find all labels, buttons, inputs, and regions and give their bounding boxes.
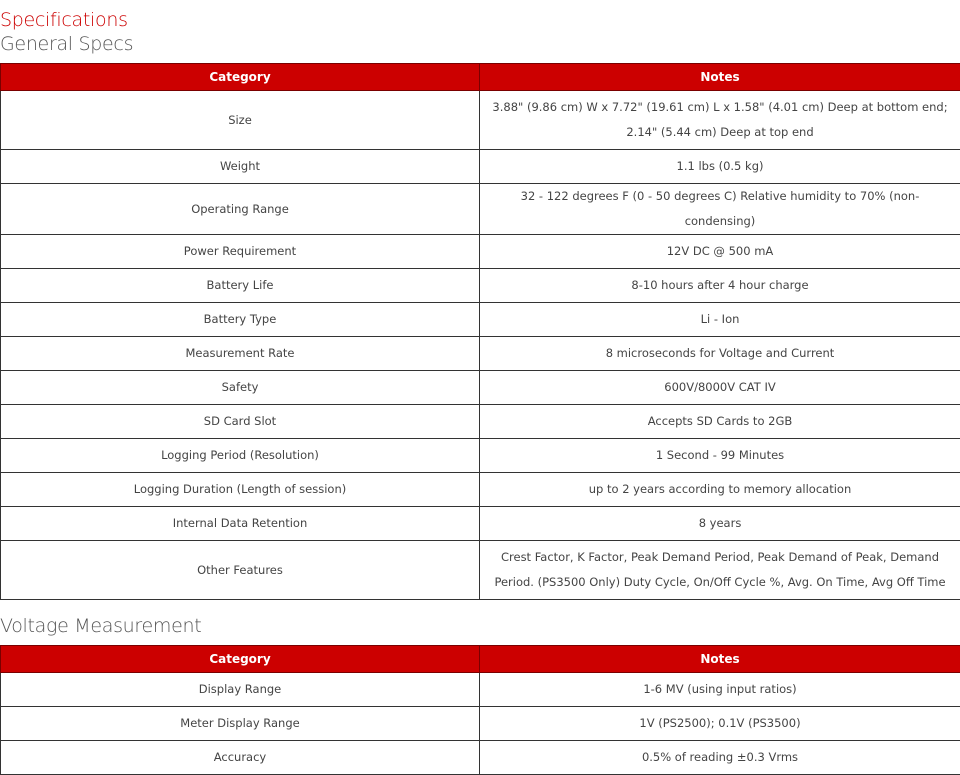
notes-cell: Li - Ion (480, 303, 960, 337)
table-header-row (1, 646, 960, 673)
notes-cell: Accepts SD Cards to 2GB (480, 405, 960, 439)
column-header-notes: Notes (480, 64, 960, 91)
table-row (1, 473, 960, 507)
column-header-category: Category (1, 646, 480, 673)
category-cell: Weight (1, 150, 480, 184)
table-row (1, 507, 960, 541)
notes-cell: 1 Second - 99 Minutes (480, 439, 960, 473)
table-row (1, 91, 960, 150)
table-row (1, 371, 960, 405)
table-row (1, 269, 960, 303)
table-header-row (1, 64, 960, 91)
table-row (1, 439, 960, 473)
table-row (1, 673, 960, 707)
category-cell: Size (1, 91, 480, 150)
notes-cell: 3.88" (9.86 cm) W x 7.72" (19.61 cm) L x 1.58" (4.01 cm) Deep at bottom end; 2.14" (5.44 cm) Deep at top end (480, 91, 960, 150)
notes-cell: 1-6 MV (using input ratios) (480, 673, 960, 707)
general-specs-heading: General Specs (0, 32, 133, 56)
column-header-category: Category (1, 64, 480, 91)
category-cell: Measurement Rate (1, 337, 480, 371)
category-cell: Power Requirement (1, 235, 480, 269)
table-row (1, 150, 960, 184)
table-row (1, 337, 960, 371)
category-cell: SD Card Slot (1, 405, 480, 439)
category-cell: Battery Life (1, 269, 480, 303)
notes-cell: 600V/8000V CAT IV (480, 371, 960, 405)
notes-cell: 8 years (480, 507, 960, 541)
category-cell: Battery Type (1, 303, 480, 337)
notes-cell: 8 microseconds for Voltage and Current (480, 337, 960, 371)
notes-cell: up to 2 years according to memory allocation (480, 473, 960, 507)
category-cell: Display Range (1, 673, 480, 707)
table-row (1, 303, 960, 337)
notes-cell: 12V DC @ 500 mA (480, 235, 960, 269)
category-cell: Accuracy (1, 741, 480, 775)
column-header-notes: Notes (480, 646, 960, 673)
table-row (1, 405, 960, 439)
notes-cell: 32 - 122 degrees F (0 - 50 degrees C) Relative humidity to 70% (non-condensing) (480, 184, 960, 235)
notes-cell: 1V (PS2500); 0.1V (PS3500) (480, 707, 960, 741)
table-row (1, 541, 960, 600)
category-cell: Operating Range (1, 184, 480, 235)
category-cell: Internal Data Retention (1, 507, 480, 541)
table-row (1, 184, 960, 235)
table-row (1, 235, 960, 269)
table-row (1, 741, 960, 775)
category-cell: Other Features (1, 541, 480, 600)
category-cell: Logging Period (Resolution) (1, 439, 480, 473)
table-row (1, 707, 960, 741)
notes-cell: 8-10 hours after 4 hour charge (480, 269, 960, 303)
voltage-measurement-table (0, 645, 960, 775)
notes-cell: 0.5% of reading ±0.3 Vrms (480, 741, 960, 775)
general-specs-table (0, 63, 960, 600)
category-cell: Logging Duration (Length of session) (1, 473, 480, 507)
category-cell: Meter Display Range (1, 707, 480, 741)
page-title: Specifications (0, 8, 128, 32)
category-cell: Safety (1, 371, 480, 405)
notes-cell: 1.1 lbs (0.5 kg) (480, 150, 960, 184)
notes-cell: Crest Factor, K Factor, Peak Demand Period, Peak Demand of Peak, Demand Period. (PS3500 Only) Duty Cycle, On/Off Cycle %, Avg. On Time, Avg Off Time (480, 541, 960, 600)
voltage-measurement-heading: Voltage Measurement (0, 614, 201, 638)
